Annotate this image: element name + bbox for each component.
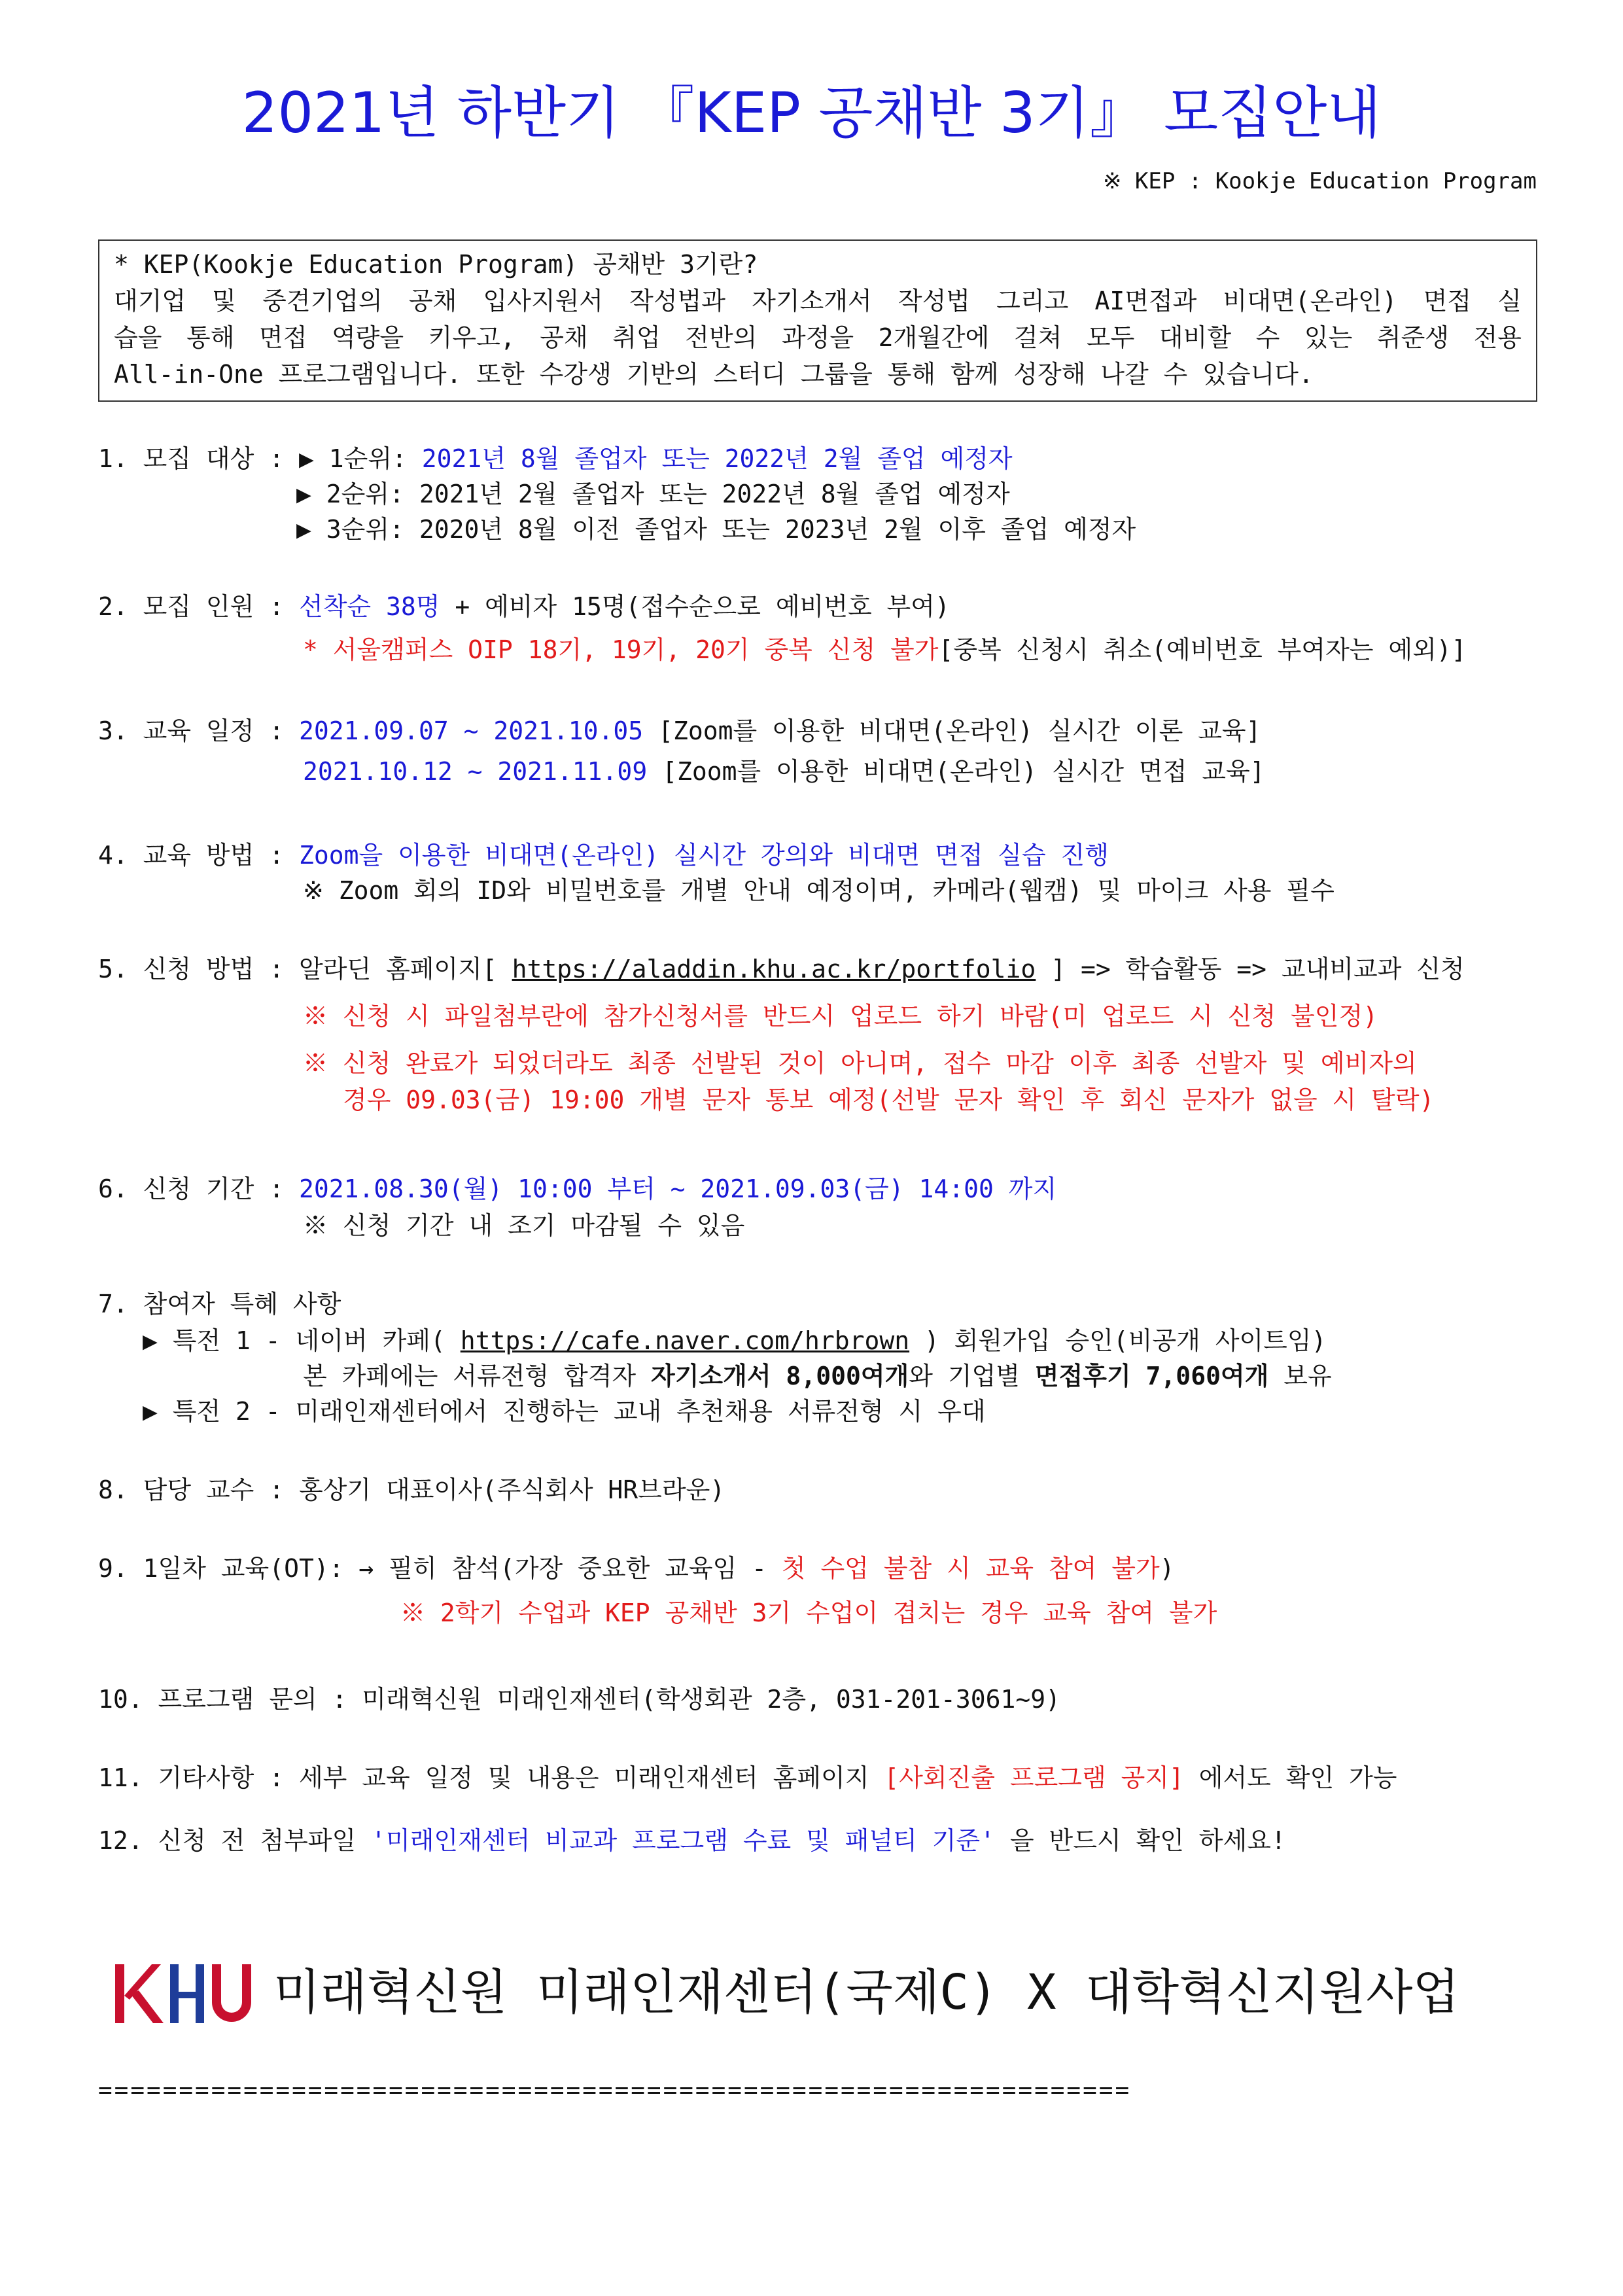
orientation-pre: 9. 1일차 교육(OT): → 필히 참석(가장 중요한 교육임 - bbox=[98, 1554, 782, 1583]
reserve-count: + 예비자 15명(접수순으로 예비번호 부여) bbox=[440, 592, 950, 621]
logo-k-arm bbox=[124, 1964, 161, 2000]
schedule-date-1: 2021.09.07 ~ 2021.10.05 bbox=[298, 716, 644, 745]
section-label: 4. 교육 방법 : bbox=[98, 841, 299, 870]
logo-u bbox=[212, 1964, 251, 2022]
intro-heading: * KEP(Kookje Education Program) 공채반 3기란? bbox=[114, 250, 758, 279]
benefit-1-post: ) 회원가입 승인(비공개 사이트임) bbox=[909, 1326, 1327, 1355]
divider-line: ================================================================ bbox=[98, 2077, 1132, 2104]
section-apply-period bbox=[98, 1171, 1056, 1207]
etc-post: 에서도 확인 가능 bbox=[1183, 1763, 1397, 1792]
attachment-pre: 12. 신청 전 첨부파일 bbox=[98, 1826, 372, 1855]
logo-k-leg bbox=[131, 1990, 164, 2023]
apply-warning-3: 경우 09.03(금) 19:00 개별 문자 통보 예정(선발 문자 확인 후 회신 문자가 없을 시 탈락) bbox=[343, 1086, 1435, 1114]
etc-pre: 11. 기타사항 : 세부 교육 일정 및 내용은 미래인재센터 홈페이지 bbox=[98, 1763, 884, 1792]
priority-2 bbox=[296, 476, 1010, 512]
orientation-post: ) bbox=[1159, 1554, 1175, 1583]
logo-k-stem bbox=[115, 1964, 124, 2023]
orientation-note: ※ 2학기 수업과 KEP 공채반 3기 수업이 겹치는 경우 교육 참여 불가 bbox=[400, 1598, 1217, 1627]
benefit-detail-e: 보유 bbox=[1268, 1362, 1332, 1390]
benefit-1-pre: ▶ 특전 1 - 네이버 카페( bbox=[143, 1326, 461, 1355]
section-contact: 10. 프로그램 문의 : 미래혁신원 미래인재센터(학생회관 2층, 031-201-3061~9) bbox=[98, 1685, 1061, 1714]
benefit-detail-c: 와 기업별 bbox=[909, 1362, 1035, 1390]
etc-red: [사회진출 프로그램 공지] bbox=[884, 1763, 1184, 1792]
priority-1-text: 2021년 8월 졸업자 또는 2022년 2월 졸업 예정자 bbox=[421, 444, 1013, 473]
section-label: 5. 신청 방법 : bbox=[98, 955, 299, 983]
section-instructor: 8. 담당 교수 : 홍상기 대표이사(주식회사 HR브라운) bbox=[98, 1475, 725, 1504]
intro-line: 습을 통해 면접 역량을 키우고, 공채 취업 전반의 과정을 2개월간에 걸쳐 모두 대비할 수 있는 취준생 전용 bbox=[114, 323, 1522, 352]
aladdin-link[interactable]: https://aladdin.khu.ac.kr/portfolio bbox=[512, 955, 1036, 983]
orientation-red: 첫 수업 불참 시 교육 참여 불가 bbox=[781, 1554, 1160, 1583]
section-recruit-target bbox=[98, 441, 1013, 476]
section-label: 1. 모집 대상 : bbox=[98, 444, 299, 473]
priority-3 bbox=[296, 512, 1136, 547]
benefit-detail-b: 자기소개서 8,000여개 bbox=[651, 1362, 909, 1390]
section-schedule bbox=[98, 713, 1261, 749]
benefit-2: ▶ 특전 2 - 미래인재센터에서 진행하는 교내 추천채용 서류전형 시 우대 bbox=[143, 1397, 986, 1426]
priority-3-prefix: ▶ 3순위: bbox=[296, 515, 419, 544]
intro-line: All-in-One 프로그램입니다. 또한 수강생 기반의 스터디 그룹을 통해 함께 성장해 나갈 수 있습니다. bbox=[114, 360, 1314, 389]
schedule-row-2 bbox=[303, 754, 1265, 789]
section-method bbox=[98, 838, 1109, 873]
benefit-1-detail bbox=[303, 1358, 1332, 1394]
kep-definition-note: ※ KEP : Kookje Education Program bbox=[1102, 168, 1537, 194]
section-label: 3. 교육 일정 : bbox=[98, 716, 299, 745]
section-benefits: 7. 참여자 특혜 사항 bbox=[98, 1290, 341, 1318]
apply-warning-2: ※ 신청 완료가 되었더라도 최종 선발된 것이 아니며, 접수 마감 이후 최종 선발자 및 예비자의 bbox=[303, 1049, 1417, 1078]
method-note: ※ Zoom 회의 ID와 비밀번호를 개별 안내 예정이며, 카메라(웹캠) 및 마이크 사용 필수 bbox=[303, 876, 1335, 905]
logo-h-right bbox=[196, 1964, 204, 2023]
naver-cafe-link[interactable]: https://cafe.naver.com/hrbrown bbox=[460, 1326, 910, 1355]
apply-period-note: ※ 신청 기간 내 조기 마감될 수 있음 bbox=[303, 1211, 745, 1240]
schedule-desc-2: [Zoom를 이용한 비대면(온라인) 실시간 면접 교육] bbox=[647, 757, 1265, 786]
schedule-desc-1: [Zoom를 이용한 비대면(온라인) 실시간 이론 교육] bbox=[643, 716, 1261, 745]
page-title: 2021년 하반기 『KEP 공채반 3기』 모집안내 bbox=[241, 80, 1382, 146]
intro-box bbox=[98, 239, 1537, 402]
apply-post: ] => 학습활동 => 교내비교과 신청 bbox=[1036, 955, 1465, 983]
section-label: 2. 모집 인원 : bbox=[98, 592, 299, 621]
apply-period-text: 2021.08.30(월) 10:00 부터 ~ 2021.09.03(금) 14:00 까지 bbox=[298, 1174, 1057, 1203]
attachment-post: 을 반드시 확인 하세요! bbox=[995, 1826, 1286, 1855]
method-text: Zoom을 이용한 비대면(온라인) 실시간 강의와 비대면 면접 실습 진행 bbox=[298, 841, 1109, 870]
section-attachment bbox=[98, 1823, 1286, 1858]
priority-3-text: 2020년 8월 이전 졸업자 또는 2023년 2월 이후 졸업 예정자 bbox=[419, 515, 1136, 544]
duplicate-warning-red: * 서울캠퍼스 OIP 18기, 19기, 20기 중복 신청 불가 bbox=[303, 635, 939, 664]
duplicate-warning-rest: [중복 신청시 취소(예비번호 부여자는 예외)] bbox=[938, 635, 1467, 664]
section-apply-method bbox=[98, 951, 1465, 987]
benefit-1 bbox=[143, 1323, 1326, 1358]
section-label: 6. 신청 기간 : bbox=[98, 1174, 299, 1203]
section-recruit-count bbox=[98, 589, 950, 624]
intro-line: 대기업 및 중견기업의 공채 입사지원서 작성법과 자기소개서 작성법 그리고 AI면접과 비대면(온라인) 면접 실 bbox=[114, 287, 1522, 315]
priority-1-prefix: ▶ 1순위: bbox=[298, 444, 422, 473]
attachment-blue: '미래인재센터 비교과 프로그램 수료 및 패널티 기준' bbox=[371, 1826, 996, 1855]
priority-2-prefix: ▶ 2순위: bbox=[296, 480, 419, 508]
apply-warning-1: ※ 신청 시 파일첨부란에 참가신청서를 반드시 업로드 하기 바람(미 업로드 시 신청 불인정) bbox=[303, 1002, 1378, 1031]
khu-logo bbox=[113, 1958, 263, 2030]
section-orientation bbox=[98, 1551, 1175, 1586]
benefit-detail-a: 본 카페에는 서류전형 합격자 bbox=[303, 1362, 652, 1390]
benefit-detail-d: 면접후기 7,060여개 bbox=[1034, 1362, 1269, 1390]
apply-pre: 알라딘 홈페이지[ bbox=[298, 955, 512, 983]
priority-2-text: 2021년 2월 졸업자 또는 2022년 8월 졸업 예정자 bbox=[419, 480, 1010, 508]
first-come-count: 선착순 38명 bbox=[298, 592, 440, 621]
footer-org-text: 미래혁신원 미래인재센터(국제C) X 대학혁신지원사업 bbox=[273, 1964, 1460, 2021]
duplicate-warning bbox=[303, 632, 1467, 667]
schedule-date-2: 2021.10.12 ~ 2021.11.09 bbox=[303, 757, 648, 786]
section-etc bbox=[98, 1760, 1397, 1795]
